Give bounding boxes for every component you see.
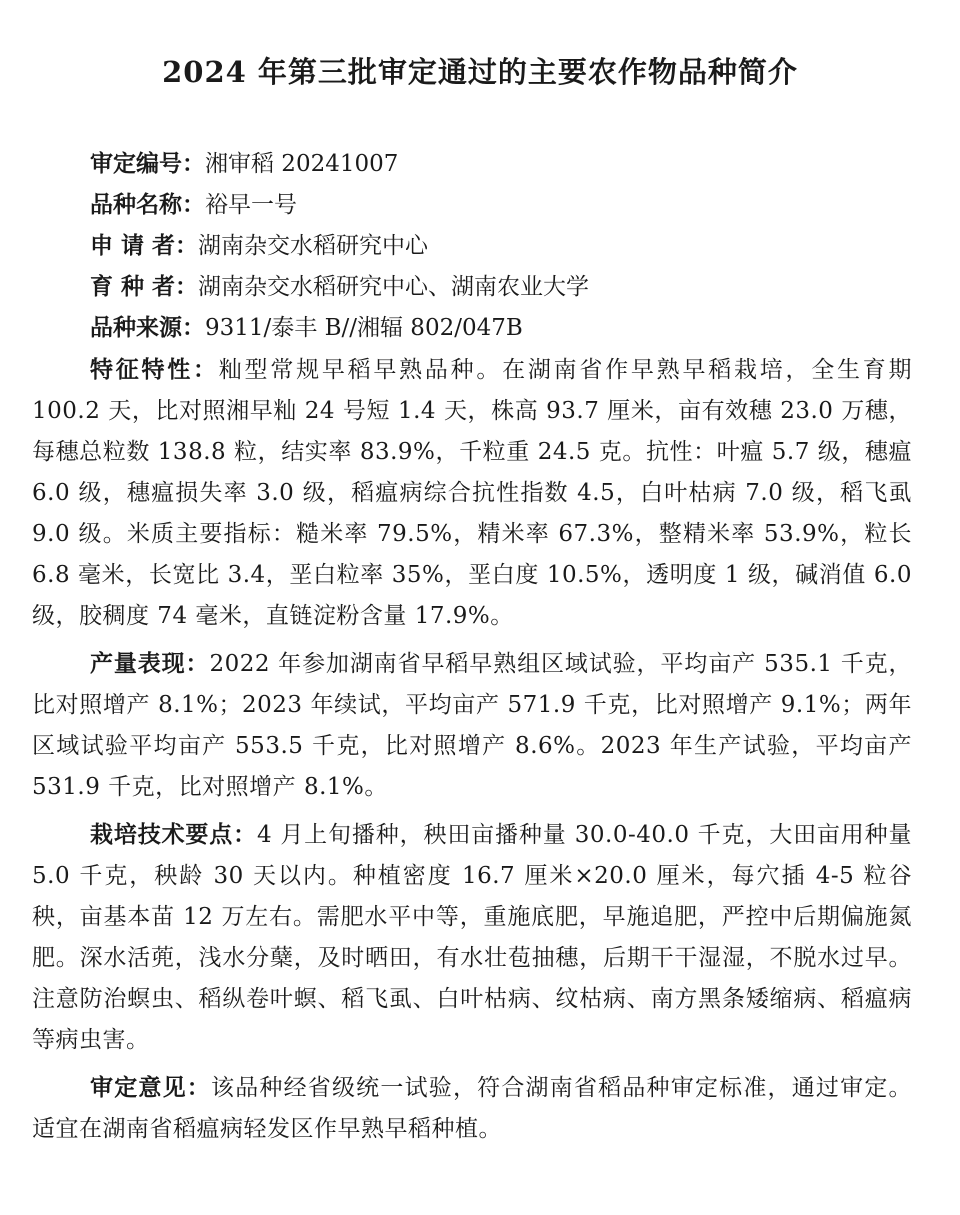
section-text: 2022 年参加湖南省早稻早熟组区域试验，平均亩产 535.1 千克，比对照增产 8.1%；2023 年续试，平均亩产 571.9 千克，比对照增产 9.1%；两年区域试验平均亩产 553.5 千克，比对照增产 8.6%。2023 年生产试验，平均亩产 531.9 千克，比对照增产 8.1%。 bbox=[32, 651, 913, 800]
field-applicant bbox=[90, 226, 912, 266]
section-text: 籼型常规早稻早熟品种。在湖南省作早熟早稻栽培，全生育期 100.2 天，比对照湘早籼 24 号短 1.4 天，株高 93.7 厘米，亩有效穗 23.0 万穗，每穗总粒数 138.8 粒，结实率 83.9%，千粒重 24.5 克。抗性：叶瘟 5.7 级，穗瘟 6.0 级，穗瘟损失率 3.0 级，稻瘟病综合抗性指数 4.5，白叶枯病 7.0 级，稻飞虱 9.0 级。米质主要指标：糙米率 79.5%，精米率 67.3%，整精米率 53.9%，粒长 6.8 毫米，长宽比 3.4，垩白粒率 35%，垩白度 10.5%，透明度 1 级，碱消值 6.0 级，胶稠度 74 毫米，直链淀粉含量 17.9%。 bbox=[32, 357, 913, 629]
field-label: 育 种 者： bbox=[90, 273, 199, 300]
field-label: 申 请 者： bbox=[90, 232, 199, 259]
field-value: 湖南杂交水稻研究中心 bbox=[198, 233, 429, 259]
section-label: 产量表现： bbox=[90, 650, 210, 677]
field-value: 裕早一号 bbox=[205, 192, 297, 218]
field-breeder bbox=[90, 267, 912, 307]
document-title: 2024 年第三批审定通过的主要农作物品种简介 bbox=[162, 55, 798, 89]
field-variety-source bbox=[90, 308, 912, 348]
section-text: 该品种经省级统一试验，符合湖南省稻品种审定标准，通过审定。适宜在湖南省稻瘟病轻发区作早熟早稻种植。 bbox=[32, 1075, 913, 1142]
field-label: 品种名称： bbox=[90, 191, 205, 218]
section-characteristics bbox=[32, 349, 912, 637]
section-label: 栽培技术要点： bbox=[90, 821, 258, 848]
section-text: 4 月上旬播种，秧田亩播种量 30.0-40.0 千克，大田亩用种量 5.0 千克，秧龄 30 天以内。种植密度 16.7 厘米×20.0 厘米，每穴插 4-5 粒谷秧，亩基本苗 12 万左右。需肥水平中等，重施底肥，早施追肥，严控中后期偏施氮肥。深水活蔸，浅水分蘖，及时晒田，有水壮苞抽穗，后期干干湿湿，不脱水过早。注意防治螟虫、稻纵卷叶螟、稻飞虱、白叶枯病、纹枯病、南方黑条矮缩病、稻瘟病等病虫害。 bbox=[32, 822, 913, 1053]
field-label: 品种来源： bbox=[90, 314, 205, 341]
field-approval-number bbox=[90, 144, 912, 184]
section-yield-performance bbox=[32, 643, 912, 808]
section-label: 特征特性： bbox=[90, 356, 219, 383]
field-value: 湖南杂交水稻研究中心、湖南农业大学 bbox=[198, 274, 590, 300]
section-label: 审定意见： bbox=[90, 1074, 211, 1101]
field-variety-name bbox=[90, 185, 912, 225]
section-cultivation-techniques bbox=[32, 814, 912, 1061]
field-label: 审定编号： bbox=[90, 150, 205, 177]
field-value: 9311/泰丰 B//湘辐 802/047B bbox=[205, 315, 523, 341]
section-approval-opinion bbox=[32, 1067, 912, 1150]
field-value: 湘审稻 20241007 bbox=[205, 151, 399, 177]
